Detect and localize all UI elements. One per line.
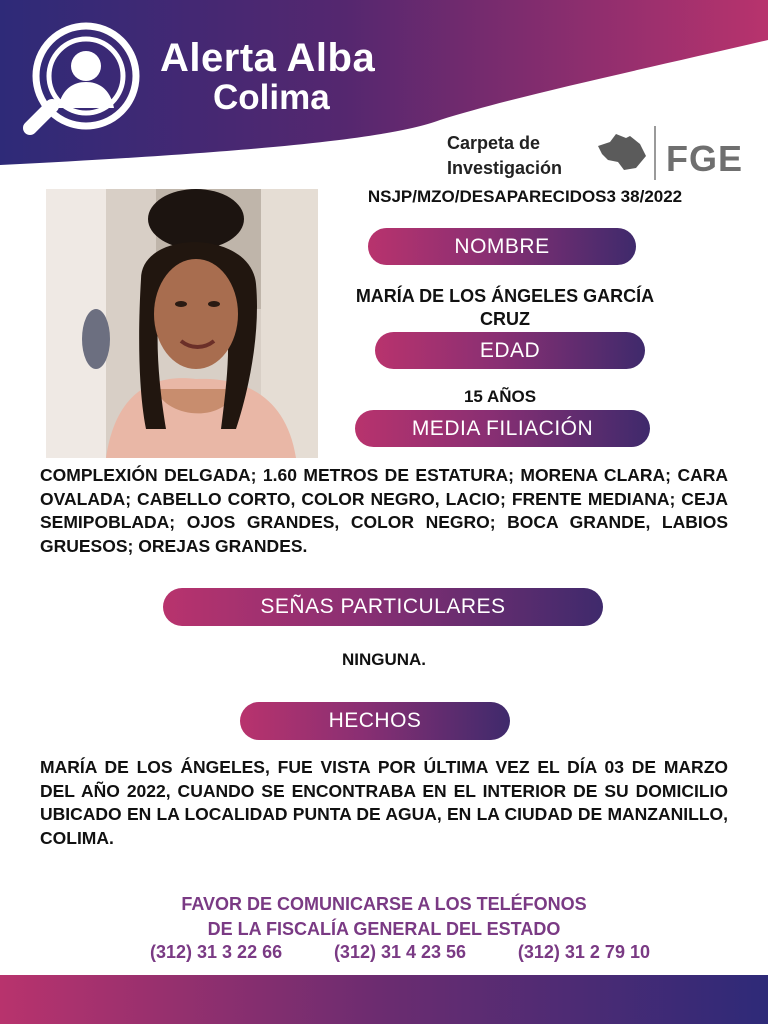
phone-number[interactable]: (312) 31 4 23 56 (333, 942, 467, 962)
missing-person-photo (46, 189, 318, 458)
logo-divider (654, 126, 656, 180)
filiacion-label: MEDIA FILIACIÓN (355, 410, 650, 447)
filiacion-value: COMPLEXIÓN DELGADA; 1.60 METROS DE ESTATURA; MORENA CLARA; CARA OVALADA; CABELLO CORTO, COLOR NEGRO, LACIO; FRENTE MEDIANA; CEJA SEMIPOBLADA; OJOS GRANDES, COLOR NEGRO; BOCA GRANDE, LABIOS GRUESOS; OREJAS GRANDES. (40, 465, 728, 556)
edad-label: EDAD (375, 332, 645, 369)
case-number: NSJP/MZO/DESAPARECIDOS3 38/2022 (367, 187, 683, 206)
contact-line-2: DE LA FISCALÍA GENERAL DEL ESTADO (207, 919, 561, 939)
nombre-label: NOMBRE (368, 228, 636, 265)
senas-label: SEÑAS PARTICULARES (163, 588, 603, 626)
nombre-value: MARÍA DE LOS ÁNGELES GARCÍA CRUZ (355, 286, 655, 329)
contact-line-1: FAVOR DE COMUNICARSE A LOS TELÉFONOS (181, 894, 587, 914)
edad-value: 15 AÑOS (463, 387, 537, 406)
hechos-label: HECHOS (240, 702, 510, 740)
hechos-value: MARÍA DE LOS ÁNGELES, FUE VISTA POR ÚLTIMA VEZ EL DÍA 03 DE MARZO DEL AÑO 2022, CUANDO SE ENCONTRABA EN EL INTERIOR DE SU DOMICILIO UBICADO EN LA LOCALIDAD PUNTA DE AGUA, EN LA CIUDAD DE MANZANILLO, COLIMA. (40, 757, 728, 848)
agency-logo-text: FGE (666, 138, 744, 179)
senas-value: NINGUNA. (341, 650, 427, 669)
phone-list (150, 942, 650, 963)
state-map-icon (596, 132, 648, 172)
phone-number[interactable]: (312) 31 2 79 10 (517, 942, 650, 962)
footer-banner (0, 975, 768, 1024)
phone-number[interactable]: (312) 31 3 22 66 (150, 942, 283, 962)
alert-subtitle: Colima (213, 78, 330, 117)
alert-title: Alerta Alba (160, 36, 376, 80)
search-person-logo-icon (12, 20, 142, 142)
carpeta-label: Carpeta de Investigación (447, 133, 563, 178)
